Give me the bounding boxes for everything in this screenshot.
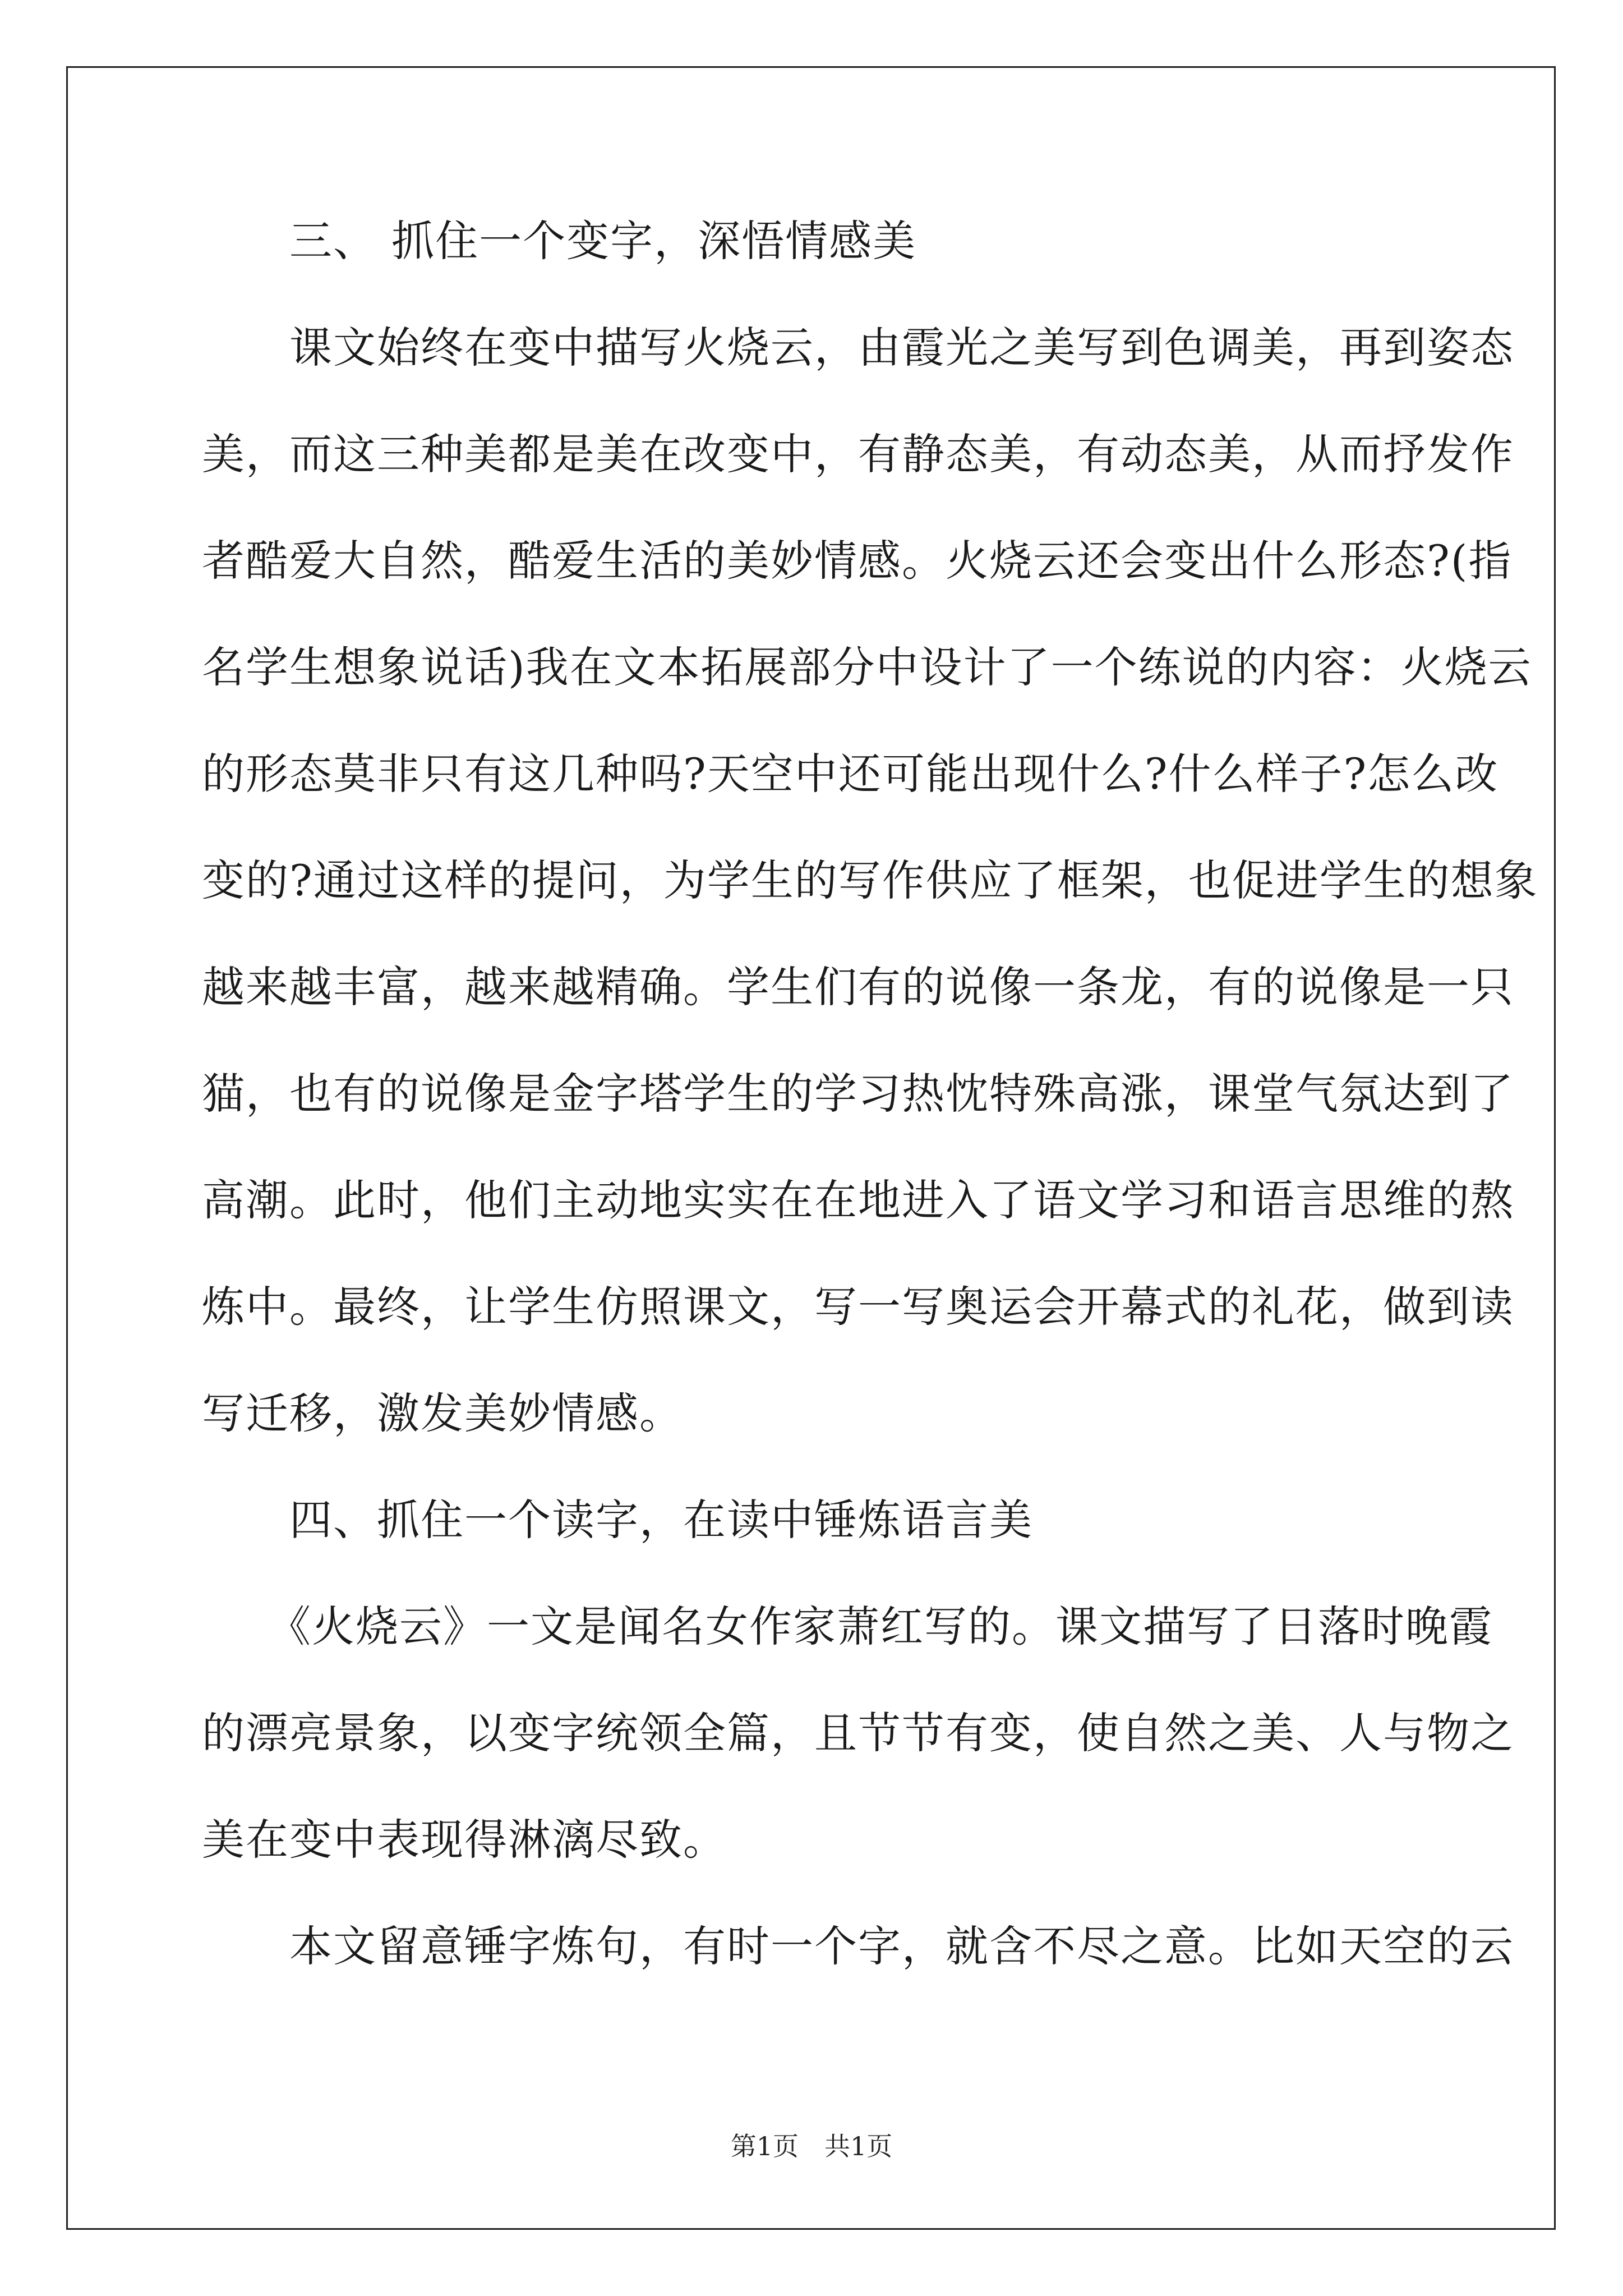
body-line: 的漂亮景象，以变字统领全篇，且节节有变，使自然之美、人与物之 — [202, 1708, 1514, 1758]
body-line: 《火烧云》一文是闻名女作家萧红写的。课文描写了日落时晚霞 — [202, 1602, 1493, 1651]
heading-section-3: 三、 抓住一个变字，深悟情感美 — [202, 216, 917, 266]
body-line: 越来越丰富，越来越精确。学生们有的说像一条龙，有的说像是一只 — [202, 962, 1514, 1012]
page-border — [66, 66, 1556, 2230]
body-line: 炼中。最终，让学生仿照课文，写一写奥运会开幕式的礼花，做到读 — [202, 1282, 1514, 1332]
body-line: 名学生想象说话)我在文本拓展部分中设计了一个练说的内容：火烧云 — [202, 642, 1532, 692]
body-line: 美在变中表现得淋漓尽致。 — [202, 1815, 727, 1865]
body-line: 的形态莫非只有这几种吗?天空中还可能出现什么?什么样子?怎么改 — [202, 749, 1499, 799]
body-line: 美，而这三种美都是美在改变中，有静态美，有动态美，从而抒发作 — [202, 429, 1514, 479]
heading-section-4: 四、抓住一个读字，在读中锤炼语言美 — [202, 1495, 1033, 1545]
body-line: 变的?通过这样的提问，为学生的写作供应了框架，也促进学生的想象 — [202, 855, 1538, 905]
body-line: 写迁移，激发美妙情感。 — [202, 1388, 683, 1438]
body-line: 课文始终在变中描写火烧云，由霞光之美写到色调美，再到姿态 — [202, 323, 1514, 372]
body-line: 本文留意锤字炼句，有时一个字，就含不尽之意。比如天空的云 — [202, 1921, 1514, 1971]
body-line: 者酷爱大自然，酷爱生活的美妙情感。火烧云还会变出什么形态?(指 — [202, 536, 1513, 586]
body-line: 高潮。此时，他们主动地实实在在地进入了语文学习和语言思维的熬 — [202, 1175, 1514, 1225]
page-number-footer: 第1页 共1页 — [730, 2131, 893, 2161]
body-line: 猫，也有的说像是金字塔学生的学习热忱特殊高涨，课堂气氛达到了 — [202, 1069, 1514, 1119]
